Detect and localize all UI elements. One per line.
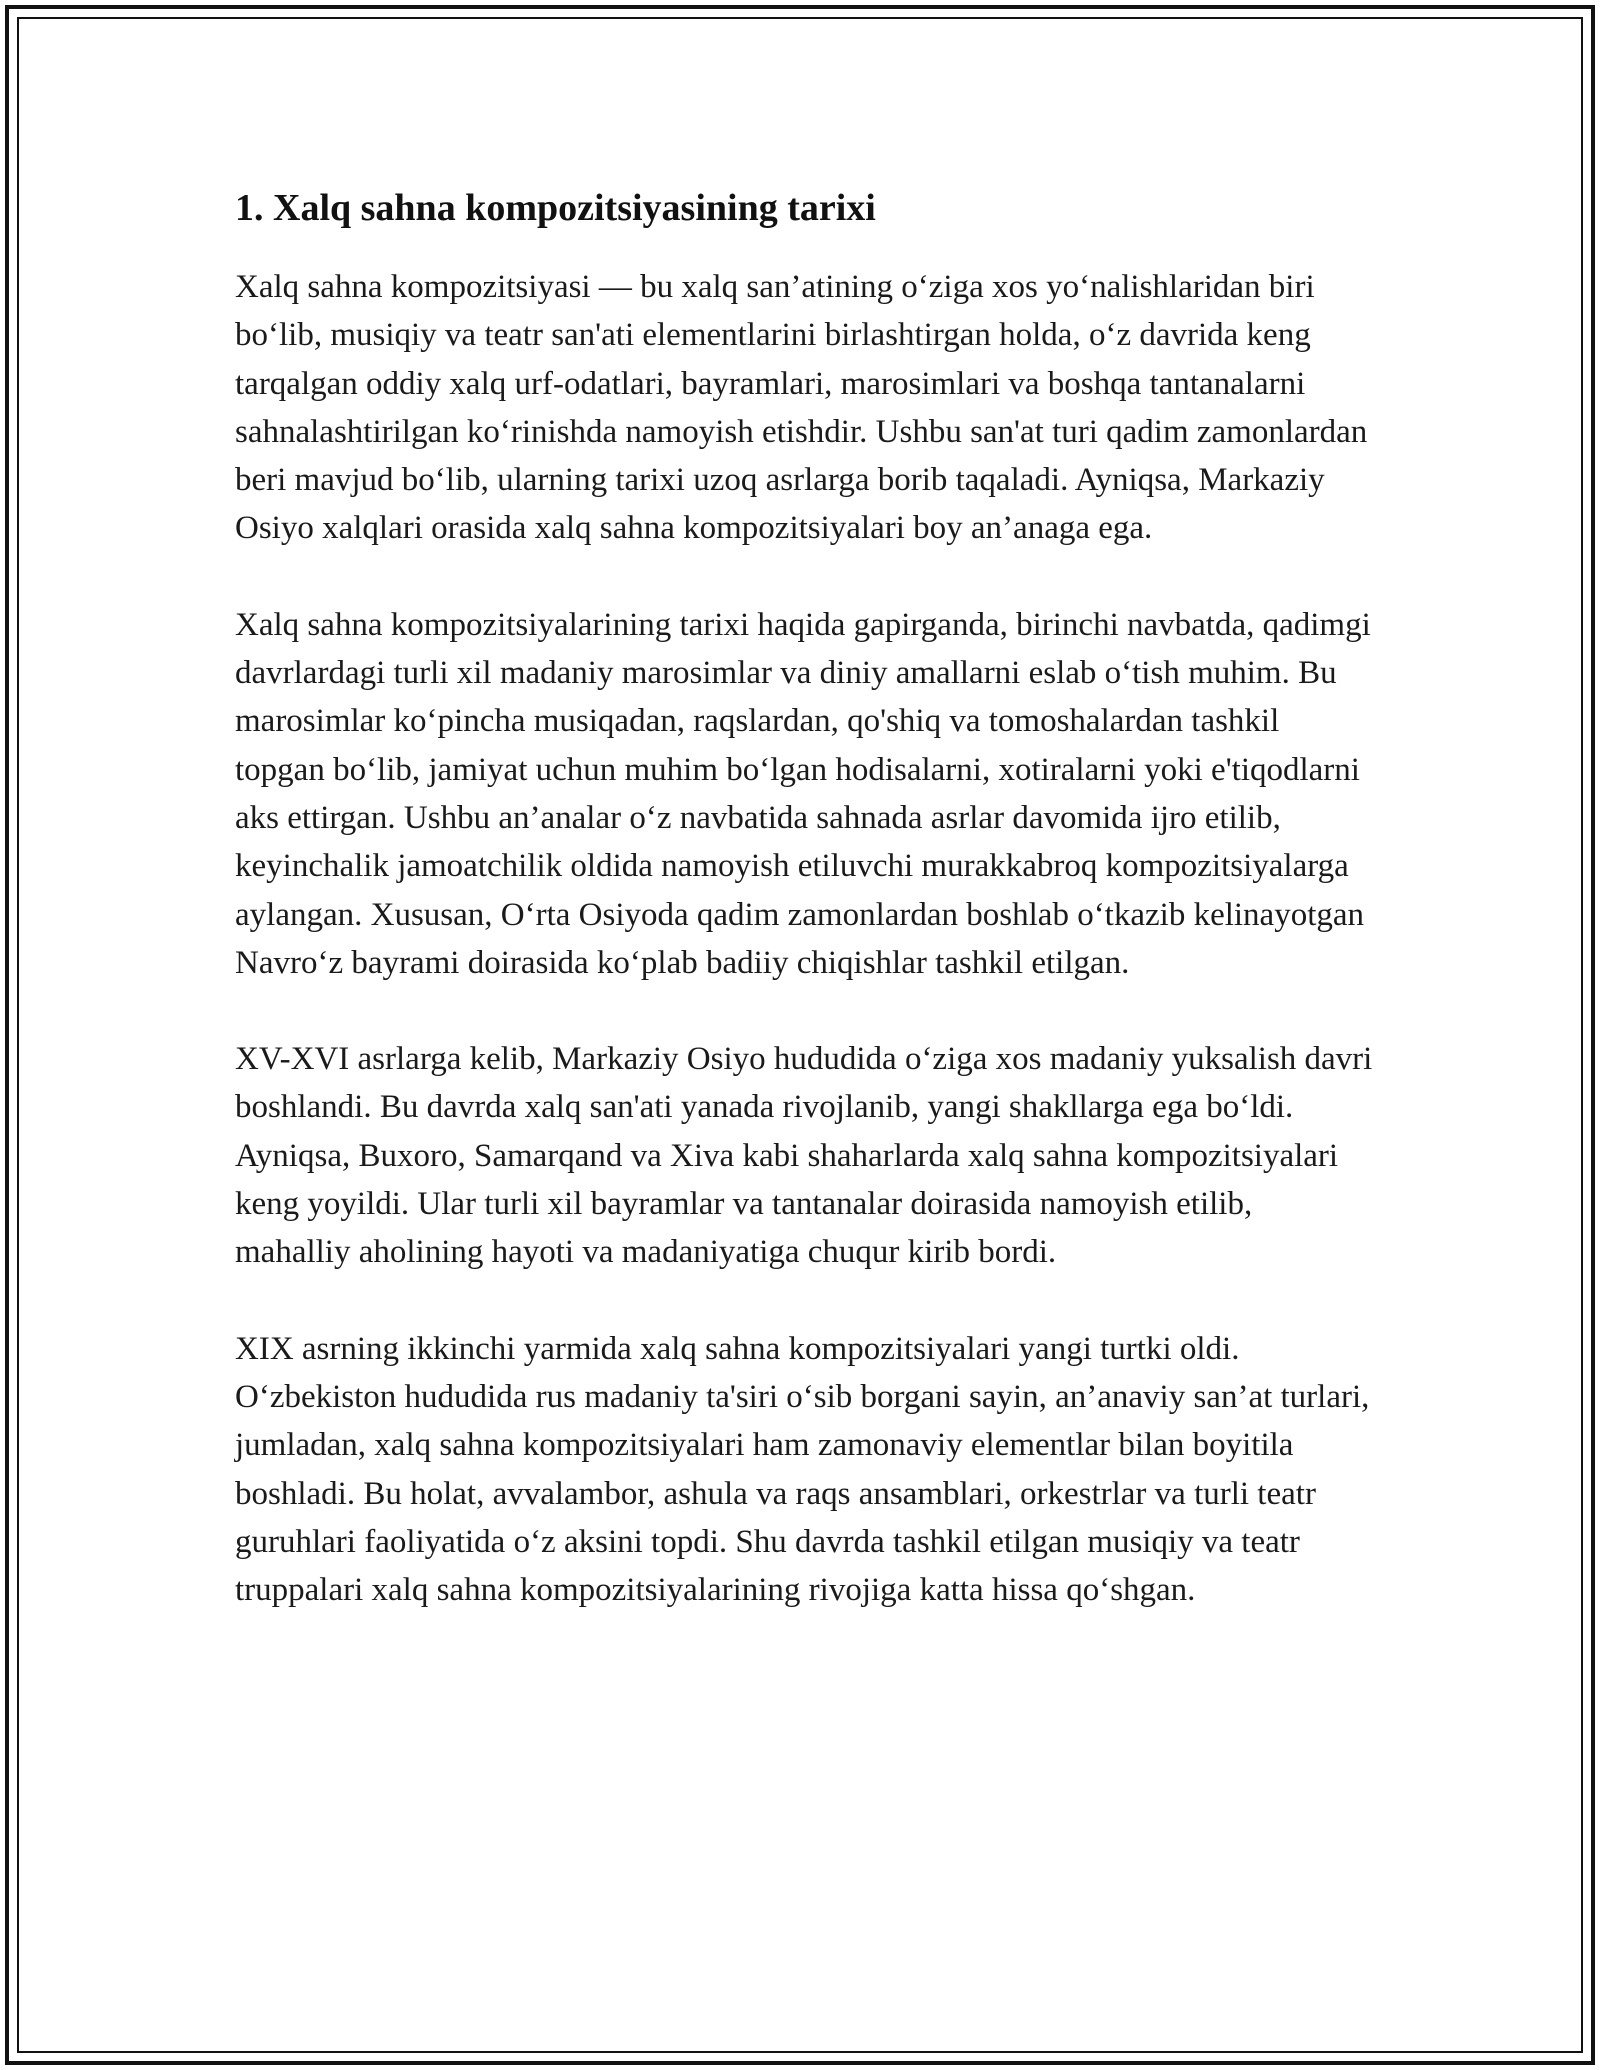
paragraph-4: XIX asrning ikkinchi yarmida xalq sahna kompozitsiyalari yangi turtki oldi. O‘zbekiston hududida rus madaniy ta'siri o‘sib borgani sayin, an’anaviy san’at turlari, jumladan, xalq sahna kompozitsiyalari ham zamonaviy elementlar bilan boyitila boshladi. Bu holat, avvalambor, ashula va raqs ansamblari, orkestrlar va turli teatr guruhlari faoliyatida o‘z aksini topdi. Shu davrda tashkil etilgan musiqiy va teatr truppalari xalq sahna kompozitsiyalarining rivojiga katta hissa qo‘shgan. [235, 1330, 1370, 1609]
paragraph-1: Xalq sahna kompozitsiyasi — bu xalq san’atining o‘ziga xos yo‘nalishlaridan biri bo‘lib, musiqiy va teatr san'ati elementlarini birlashtirgan holda, o‘z davrida keng tarqalgan oddiy xalq urf-odatlari, bayramlari, marosimlari va boshqa tantanalarni sahnalashtirilgan ko‘rinishda namoyish etishdir. Ushbu san'at turi qadim zamonlardan beri mavjud bo‘lib, ularning tarixi uzoq asrlarga borib taqaladi. Ayniqsa, Markaziy Osiyo xalqlari orasida xalq sahna kompozitsiyalari boy an’anaga ega. [235, 269, 1368, 547]
document-body [235, 185, 1375, 1662]
paragraph-2: Xalq sahna kompozitsiyalarining tarixi haqida gapirganda, birinchi navbatda, qadimgi davrlardagi turli xil madaniy marosimlar va diniy amallarni eslab o‘tish muhim. Bu marosimlar ko‘pincha musiqadan, raqslardan, qo'shiq va tomoshalardan tashkil topgan bo‘lib, jamiyat uchun muhim bo‘lgan hodisalarni, xotiralarni yoki e'tiqodlarni aks ettirgan. Ushbu an’analar o‘z navbatida sahnada asrlar davomida ijro etilib, keyinchalik jamoatchilik oldida namoyish etiluvchi murakkabroq kompozitsiyalarga aylangan. Xususan, O‘rta Osiyoda qadim zamonlardan boshlab o‘tkazib kelinayotgan Navro‘z bayrami doirasida ko‘plab badiiy chiqishlar tashkil etilgan. [235, 606, 1371, 981]
paragraph-3: XV-XVI asrlarga kelib, Markaziy Osiyo hududida o‘ziga xos madaniy yuksalish davri boshlandi. Bu davrda xalq san'ati yanada rivojlanib, yangi shakllarga ega bo‘ldi. Ayniqsa, Buxoro, Samarqand va Xiva kabi shaharlarda xalq sahna kompozitsiyalari keng yoyildi. Ular turli xil bayramlar va tantanalar doirasida namoyish etilib, mahalliy aholining hayoti va madaniyatiga chuqur kirib bordi. [235, 1041, 1373, 1271]
section-heading: 1. Xalq sahna kompozitsiyasining tarixi [235, 187, 876, 229]
